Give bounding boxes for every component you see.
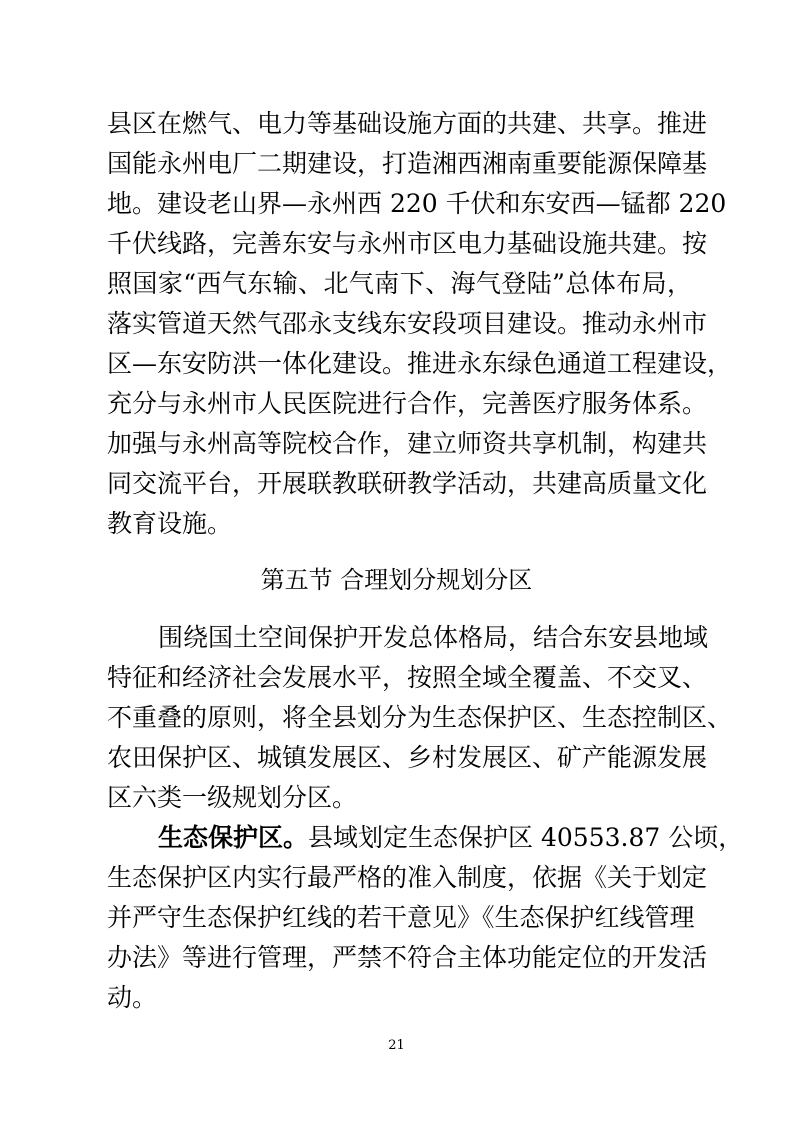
page-number: 21 [388, 1038, 405, 1053]
text-line: 县区在燃气、电力等基础设施方面的共建、共享。推进 [107, 109, 708, 138]
text-line: 办法》等进行管理，严禁不符合主体功能定位的开发活 [107, 943, 708, 972]
text-line: 加强与永州高等院校合作，建立师资共享机制，构建共 [107, 429, 708, 458]
text-line: 地。建设老山界—永州西 220 千伏和东安西—锰都 220 [107, 189, 727, 218]
text-run: 县域划定生态保护区 40553.87 公顷， [308, 823, 744, 852]
text-line: 区六类一级规划分区。 [107, 783, 358, 812]
text-line: 生态保护区内实行最严格的准入制度，依据《关于划定 [107, 863, 708, 892]
section-heading: 第五节 合理划分规划分区 [260, 566, 533, 594]
text-line: 不重叠的原则，将全县划分为生态保护区、生态控制区、 [107, 703, 733, 732]
text-line: 国能永州电厂二期建设，打造湘西湘南重要能源保障基 [107, 149, 708, 178]
text-line: 并严守生态保护红线的若干意见》《生态保护红线管理 [107, 903, 695, 932]
text-line: 同交流平台，开展联教联研教学活动，共建高质量文化 [107, 469, 708, 498]
text-line: 落实管道天然气邵永支线东安段项目建设。推动永州市 [107, 309, 708, 338]
text-line: 照国家“西气东输、北气南下、海气登陆”总体布局， [107, 269, 692, 298]
text-line: 千伏线路，完善东安与永州市区电力基础设施共建。按 [107, 229, 708, 258]
text-line: 动。 [107, 983, 158, 1012]
text-line: 围绕国土空间保护开发总体格局，结合东安县地域 [158, 623, 709, 652]
text-line: 充分与永州市人民医院进行合作，完善医疗服务体系。 [107, 389, 708, 418]
text-line: 特征和经济社会发展水平，按照全域全覆盖、不交叉、 [107, 663, 708, 692]
text-line: 区—东安防洪一体化建设。推进永东绿色通道工程建设， [107, 349, 733, 378]
text-line [158, 818, 744, 858]
bold-lead-term: 生态保护区。 [158, 823, 309, 852]
text-line: 农田保护区、城镇发展区、乡村发展区、矿产能源发展 [107, 743, 708, 772]
text-line: 教育设施。 [107, 509, 233, 538]
